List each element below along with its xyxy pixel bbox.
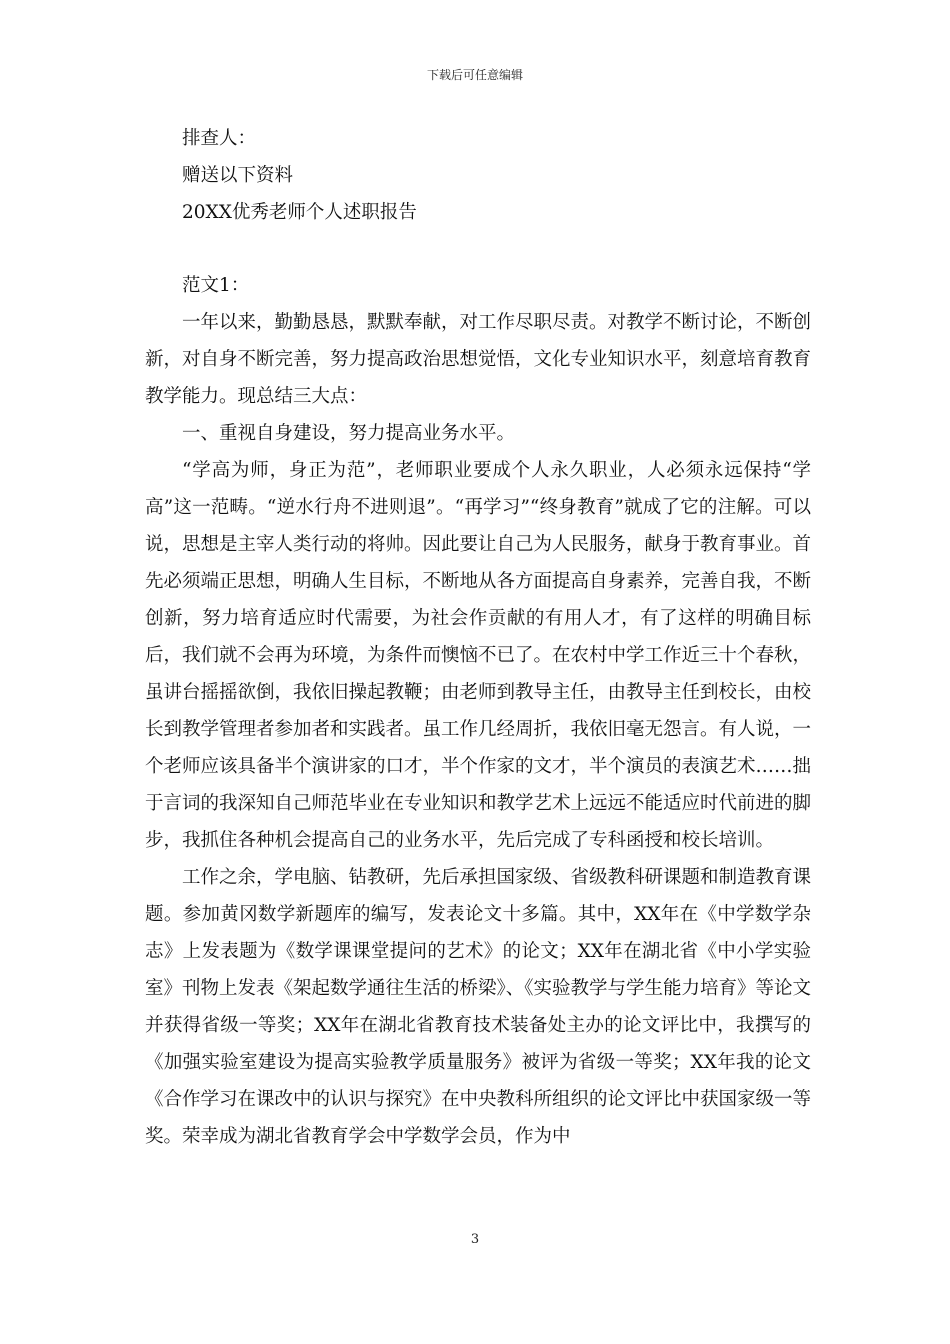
section-heading-1: 一、重视自身建设，努力提高业务水平。 xyxy=(182,423,516,444)
blank-line xyxy=(145,231,811,267)
page-number: 3 xyxy=(470,1232,480,1247)
report-title: 20XX优秀老师个人述职报告 xyxy=(182,202,417,223)
bonus-material-line: 赠送以下资料 xyxy=(182,165,294,186)
inspector-line: 排查人： xyxy=(182,128,257,149)
paragraph-research: 工作之余，学电脑、钻教研，先后承担国家级、省级教科研课题和制造教育课题。参加黄冈数学新题库的编写，发表论文十多篇。其中，XX年在《中学数学杂志》上发表题为《数学课课堂提问的艺术》的论文；XX年在湖北省《中小学实验室》刊物上发表《架起数学通往生活的桥梁》、《实验教学与学生能力培育》等论文并获得省级一等奖；XX年在湖北省教育技术装备处主办的论文评比中，我撰写的《加强实验室建设为提高实验教学质量服务》被评为省级一等奖；XX年我的论文《合作学习在课改中的认识与探究》在中央教科所组织的论文评比中获国家级一等奖。荣幸成为湖北省教育学会中学数学会员，作为中 xyxy=(145,867,812,1147)
paragraph-learning: “学高为师，身正为范”，老师职业要成个人永久职业，人必须永远保持“学高”这一范畴。“逆水行舟不进则退”。“再学习”“终身教育”就成了它的注解。可以说，思想是主宰人类行动的将帅。因此要让自己为人民服务，献身于教育事业。首先必须端正思想，明确人生目标，不断地从各方面提高自身素养，完善自我，不断创新，努力培育适应时代需要，为社会作贡献的有用人才，有了这样的明确目标后，我们就不会再为环境，为条件而懊恼不已了。在农村中学工作近三十个春秋，虽讲台摇摇欲倒，我依旧操起教鞭；由老师到教导主任，由教导主任到校长，由校长到教学管理者参加者和实践者。虽工作几经周折，我依旧毫无怨言。有人说，一个老师应该具备半个演讲家的口才，半个作家的文才，半个演员的表演艺术……拙于言词的我深知自己师范毕业在专业知识和教学艺术上远远不能适应时代前进的脚步，我抓住各种机会提高自己的业务水平，先后完成了专科函授和校长培训。 xyxy=(145,460,812,851)
sample-label: 范文1： xyxy=(182,275,250,296)
document-body xyxy=(145,120,811,1155)
page-header-note: 下载后可任意编辑 xyxy=(426,68,523,82)
paragraph-intro: 一年以来，勤勤恳恳，默默奉献，对工作尽职尽责。对教学不断讨论，不断创新，对自身不断完善，努力提高政治思想觉悟，文化专业知识水平，刻意培育教育教学能力。现总结三大点： xyxy=(145,312,812,407)
